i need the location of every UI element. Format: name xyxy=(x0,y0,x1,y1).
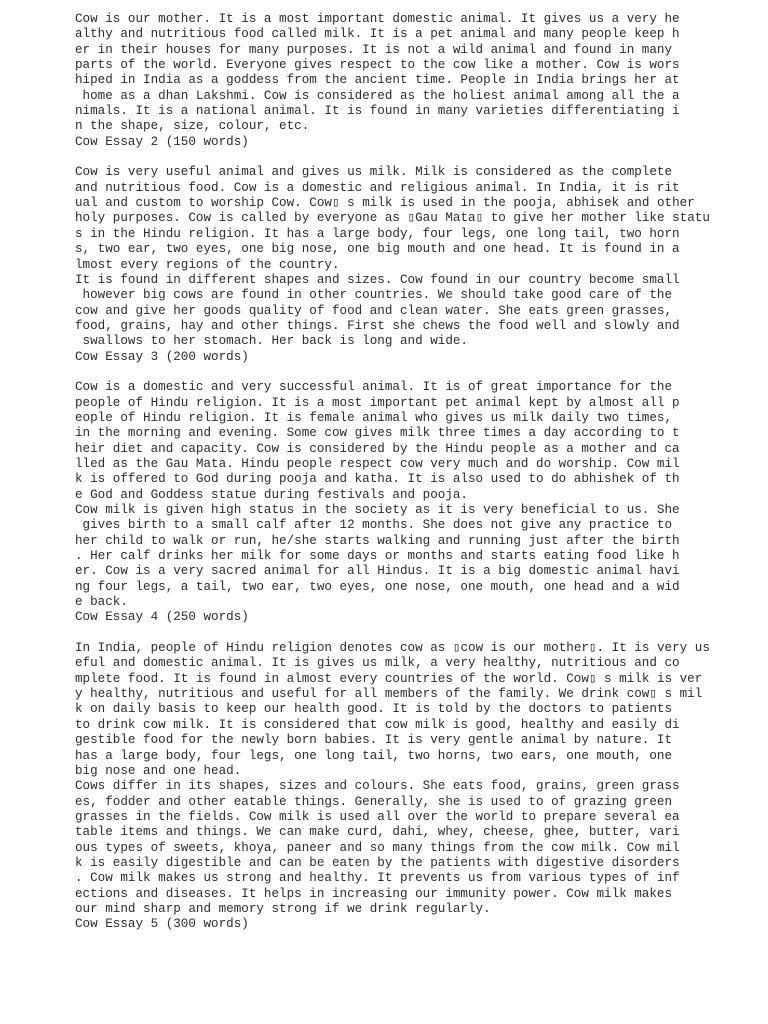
text-line: our mind sharp and memory strong if we drink regularly. xyxy=(75,901,491,916)
text-line: In India, people of Hindu religion denotes cow as ▯cow is our mother▯. It is very us xyxy=(75,641,710,656)
text-line: grasses in the fields. Cow milk is used all over the world to prepare several ea xyxy=(75,809,680,824)
text-line: Cow Essay 4 (250 words) xyxy=(75,610,249,625)
text-line: her child to walk or run, he/she starts walking and running just after the birth xyxy=(75,533,680,548)
text-line: Cow is very useful animal and gives us milk. Milk is considered as the complete xyxy=(75,165,673,180)
text-line: er in their houses for many purposes. It is not a wild animal and found in many xyxy=(75,42,673,57)
text-line: Cow Essay 5 (300 words) xyxy=(75,917,249,932)
text-line: food, grains, hay and other things. First she chews the food well and slowly and xyxy=(75,318,680,333)
text-line: ual and custom to worship Cow. Cow▯ s milk is used in the pooja, abhisek and other xyxy=(75,196,695,211)
text-line: Cow Essay 3 (200 words) xyxy=(75,349,249,364)
text-line: es, fodder and other eatable things. Generally, she is used to of grazing green xyxy=(75,794,673,809)
text-line: gestible food for the newly born babies. It is very gentle animal by nature. It xyxy=(75,733,673,748)
text-line: home as a dhan Lakshmi. Cow is considered as the holiest animal among all the a xyxy=(75,88,680,103)
text-line: n the shape, size, colour, etc. xyxy=(75,119,310,134)
text-line: gives birth to a small calf after 12 months. She does not give any practice to xyxy=(75,518,673,533)
text-line: to drink cow milk. It is considered that cow milk is good, healthy and easily di xyxy=(75,717,680,732)
text-line: k is offered to God during pooja and katha. It is also used to do abhishek of th xyxy=(75,472,680,487)
text-line: . Cow milk makes us strong and healthy. It prevents us from various types of inf xyxy=(75,871,680,886)
text-line: nimals. It is a national animal. It is found in many varieties differentiating i xyxy=(75,104,680,119)
text-line: swallows to her stomach. Her back is long and wide. xyxy=(75,334,468,349)
text-line: ng four legs, a tail, two ear, two eyes, one nose, one mouth, one head and a wid xyxy=(75,579,680,594)
text-line: eful and domestic animal. It is gives us milk, a very healthy, nutritious and co xyxy=(75,656,680,671)
text-line: lled as the Gau Mata. Hindu people respect cow very much and do worship. Cow mil xyxy=(75,456,680,471)
text-line: has a large body, four legs, one long tail, two horns, two ears, one mouth, one xyxy=(75,748,673,763)
essay-document xyxy=(75,12,755,933)
text-line: heir diet and capacity. Cow is considered by the Hindu people as a mother and ca xyxy=(75,441,680,456)
text-line: k is easily digestible and can be eaten by the patients with digestive disorders xyxy=(75,855,680,870)
text-line: s in the Hindu religion. It has a large body, four legs, one long tail, two horn xyxy=(75,226,680,241)
text-line: e back. xyxy=(75,595,128,610)
text-line: k on daily basis to keep our health good. It is told by the doctors to patients xyxy=(75,702,673,717)
text-line: Cow is a domestic and very successful animal. It is of great importance for the xyxy=(75,380,673,395)
text-line: people of Hindu religion. It is a most important pet animal kept by almost all p xyxy=(75,395,680,410)
text-line: big nose and one head. xyxy=(75,763,242,778)
text-line: Cow is our mother. It is a most important domestic animal. It gives us a very he xyxy=(75,12,680,26)
text-line: and nutritious food. Cow is a domestic and religious animal. In India, it is rit xyxy=(75,180,680,195)
text-line: table items and things. We can make curd, dahi, whey, cheese, ghee, butter, vari xyxy=(75,825,680,840)
text-line: y healthy, nutritious and useful for all members of the family. We drink cow▯ s mil xyxy=(75,687,703,702)
text-line: e God and Goddess statue during festivals and pooja. xyxy=(75,487,468,502)
text-line: s, two ear, two eyes, one big nose, one big mouth and one head. It is found in a xyxy=(75,242,680,257)
text-line: lmost every regions of the country. xyxy=(75,257,340,272)
text-line: althy and nutritious food called milk. It is a pet animal and many people keep h xyxy=(75,27,680,42)
text-line: however big cows are found in other countries. We should take good care of the xyxy=(75,288,673,303)
text-line: er. Cow is a very sacred animal for all Hindus. It is a big domestic animal havi xyxy=(75,564,680,579)
text-line: ous types of sweets, khoya, paneer and so many things from the cow milk. Cow mil xyxy=(75,840,680,855)
text-line: cow and give her goods quality of food and clean water. She eats green grasses, xyxy=(75,303,673,318)
text-line: hiped in India as a goddess from the ancient time. People in India brings her at xyxy=(75,73,680,88)
text-line: eople of Hindu religion. It is female animal who gives us milk daily two times, xyxy=(75,410,673,425)
text-line: Cows differ in its shapes, sizes and colours. She eats food, grains, green grass xyxy=(75,779,680,794)
text-line: parts of the world. Everyone gives respect to the cow like a mother. Cow is wors xyxy=(75,58,680,73)
text-line: Cow milk is given high status in the society as it is very beneficial to us. She xyxy=(75,503,680,517)
text-line: in the morning and evening. Some cow gives milk three times a day according to t xyxy=(75,426,680,441)
blank-line xyxy=(75,365,755,380)
blank-line xyxy=(75,150,755,165)
text-line: . Her calf drinks her milk for some days or months and starts eating food like h xyxy=(75,549,680,564)
text-line: holy purposes. Cow is called by everyone as ▯Gau Mata▯ to give her mother like statu xyxy=(75,211,710,226)
text-line: mplete food. It is found in almost every countries of the world. Cow▯ s milk is ver xyxy=(75,671,703,686)
text-line: It is found in different shapes and sizes. Cow found in our country become small xyxy=(75,272,680,287)
text-line: ections and diseases. It helps in increasing our immunity power. Cow milk makes xyxy=(75,886,673,901)
text-line: Cow Essay 2 (150 words) xyxy=(75,134,249,149)
blank-line xyxy=(75,626,755,641)
